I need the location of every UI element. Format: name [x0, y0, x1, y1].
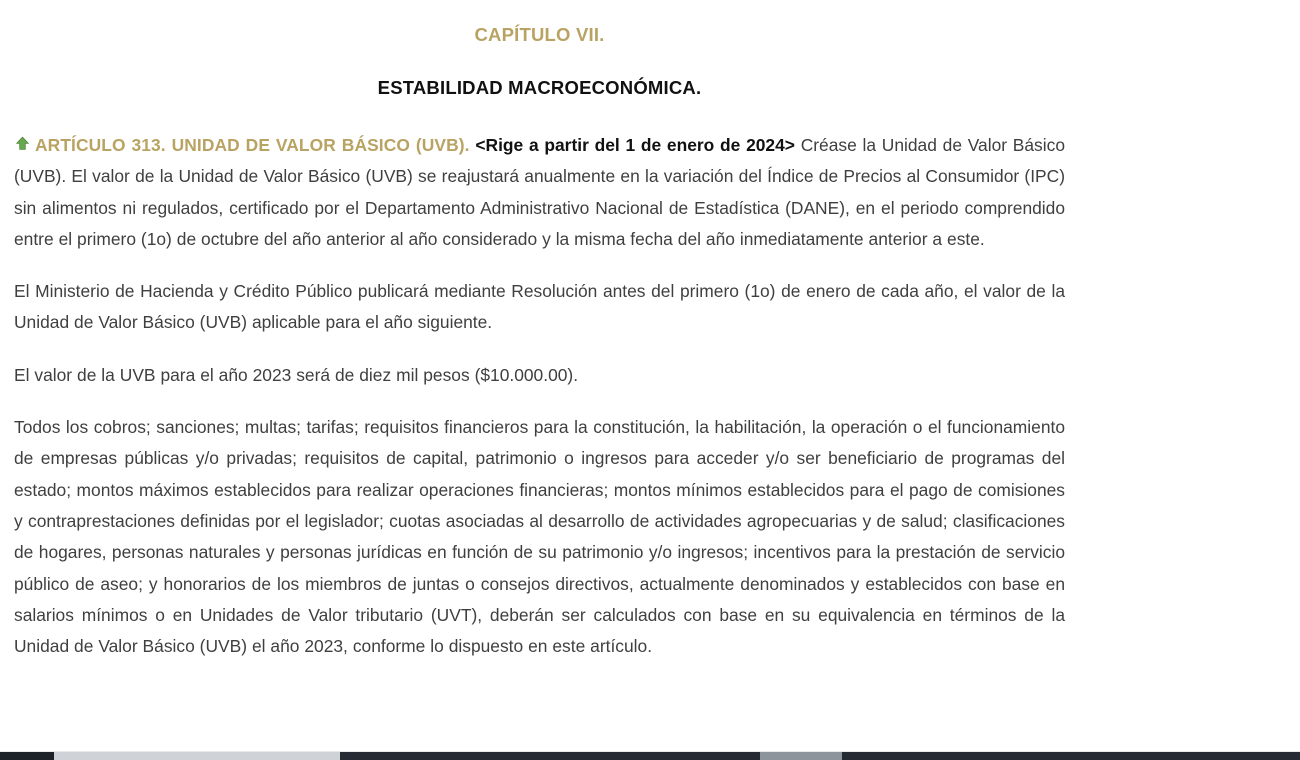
article-body	[14, 130, 1065, 662]
validity-note: <Rige a partir del 1 de enero de 2024>	[475, 135, 795, 155]
article-first-paragraph	[14, 130, 1065, 255]
article-paragraph: El Ministerio de Hacienda y Crédito Público publicará mediante Resolución antes del primero (1o) de enero de cada año, el valor de la Unidad de Valor Básico (UVB) aplicable para el año siguiente.	[14, 281, 1065, 333]
scrollbar-thumb[interactable]	[54, 752, 340, 760]
scrollbar-thumb-secondary[interactable]	[760, 752, 842, 760]
chapter-title: CAPÍTULO VII.	[474, 24, 605, 45]
horizontal-scrollbar[interactable]	[0, 752, 1300, 760]
article-paragraph: Todos los cobros; sanciones; multas; tarifas; requisitos financieros para la constitución, la habilitación, la operación o el funcionamiento de empresas públicas y/o privadas; requisitos de capital, patrimonio o ingresos para acceder y/o ser beneficiario de programas del estado; montos máximos establecidos para realizar operaciones financieras; montos mínimos establecidos para el pago de comisiones y contraprestaciones definidas por el legislador; cuotas asociadas al desarrollo de actividades agropecuarias y de salud; clasificaciones de hogares, personas naturales y personas jurídicas en función de su patrimonio y/o ingresos; incentivos para la prestación de servicio público de aseo; y honorarios de los miembros de juntas o consejos directivos, actualmente denominados y establecidos con base en salarios mínimos o en Unidades de Valor tributario (UVT), deberán ser calculados con base en su equivalencia en términos de la Unidad de Valor Básico (UVB) el año 2023, conforme lo dispuesto en este artículo.	[14, 417, 1065, 657]
article-paragraph: El valor de la UVB para el año 2023 será de diez mil pesos ($10.000.00).	[14, 364, 579, 385]
green-up-arrow-icon[interactable]	[14, 130, 31, 145]
article-label[interactable]: ARTÍCULO 313. UNIDAD DE VALOR BÁSICO (UVB).	[35, 135, 470, 155]
section-title: ESTABILIDAD MACROECONÓMICA.	[377, 77, 702, 98]
article-paragraph-text: Créase la Unidad de Valor Básico (UVB). El valor de la Unidad de Valor Básico (UVB) se reajustará anualmente en la variación del Índice de Precios al Consumidor (IPC) sin alimentos ni regulados, certificado por el Departamento Administrativo Nacional de Estadística (DANE), en el periodo comprendido entre el primero (1o) de octubre del año anterior al año considerado y la misma fecha del año inmediatamente anterior a este.	[14, 135, 1065, 249]
scrollbar-track-left[interactable]	[0, 752, 54, 760]
